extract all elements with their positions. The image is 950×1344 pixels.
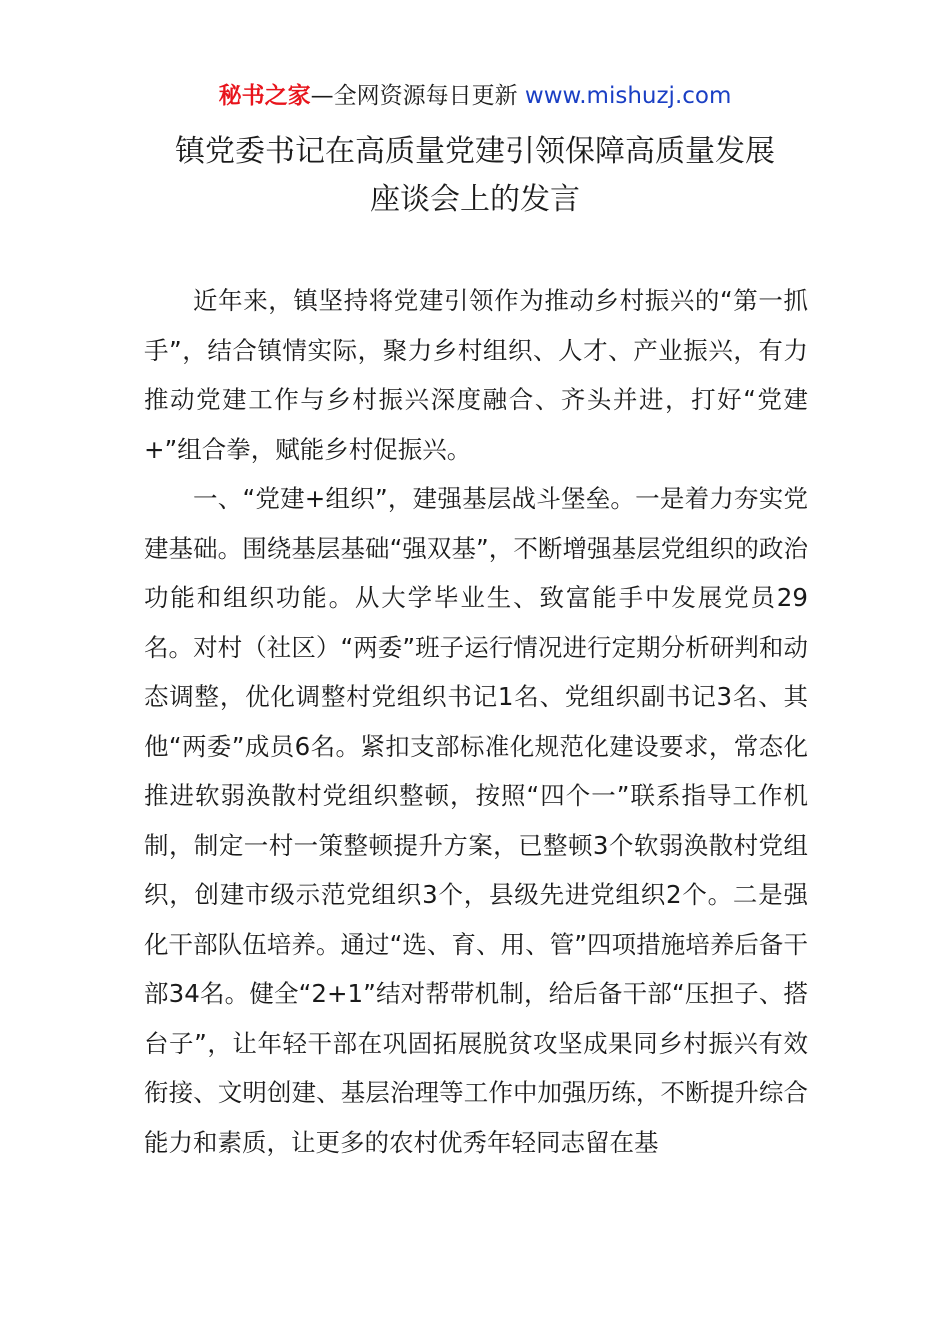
document-title [0, 128, 950, 224]
paragraph-section-1: 一、“党建+组织”，建强基层战斗堡垒。一是着力夯实党建基础。围绕基层基础“强双基”，不断增强基层党组织的政治功能和组织功能。从大学毕业生、致富能手中发展党员29名。对村（社区）“两委”班子运行情况进行定期分析研判和动态调整，优化调整村党组织书记1名、党组织副书记3名、其他“两委”成员6名。紧扣支部标准化规范化建设要求，常态化推进软弱涣散村党组织整顿，按照“四个一”联系指导工作机制，制定一村一策整顿提升方案，已整顿3个软弱涣散村党组织，创建市级示范党组织3个，县级先进党组织2个。二是强化干部队伍培养。通过“选、育、用、管”四项措施培养后备干部34名。健全“2+1”结对帮带机制，给后备干部“压担子、搭台子”，让年轻干部在巩固拓展脱贫攻坚成果同乡村振兴有效衔接、文明创建、基层治理等工作中加强历练，不断提升综合能力和素质，让更多的农村优秀年轻同志留在基 [144, 484, 808, 1157]
site-header [0, 80, 950, 112]
title-line-2: 座谈会上的发言 [370, 182, 580, 217]
header-tagline: —全网资源每日更新 [310, 83, 525, 109]
brand-name: 秘书之家 [218, 83, 311, 109]
title-line-1: 镇党委书记在高质量党建引领保障高质量发展 [175, 134, 775, 169]
document-body [144, 276, 808, 1167]
paragraph-intro: 近年来，镇坚持将党建引领作为推动乡村振兴的“第一抓手”，结合镇情实际，聚力乡村组织、人才、产业振兴，有力推动党建工作与乡村振兴深度融合、齐头并进，打好“党建+”组合拳，赋能乡村促振兴。 [144, 286, 808, 464]
site-url[interactable]: www.mishuzj.com [524, 83, 732, 109]
